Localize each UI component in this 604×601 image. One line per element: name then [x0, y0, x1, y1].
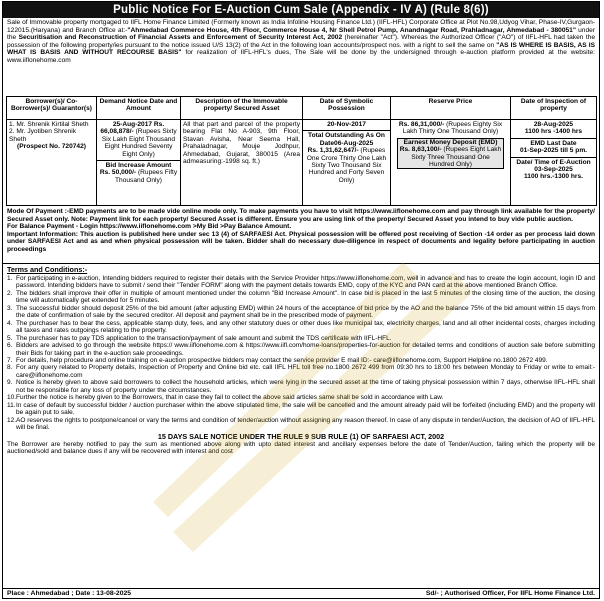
term-text: The purchaser has to bear the cess, applicable stamp duty, fees, and any other statutory dues or other dues like municipal tax, electricity charges, land and all other incidental costs, charges including all taxes and rates outgoings relating to the property. [16, 319, 595, 335]
branch-address: "Ahmedabad Commerce House, 4th Floor, Commerce House 4, Nr Shell Petrol Pump, Anandnagar Road, Prahladnagar, Ahmedabad - 380051" [127, 26, 576, 34]
eauction-label: Date/ Time of E-Auction [516, 158, 591, 166]
cell-description: All that part and parcel of the property bearing Flat No A-903, 9th Floor, Stavan Avisha, Near Seema Hall, Prahaladnagar, Mouje Jodhpur, Ahmedabad, Gujarat, 380015 (Area admeasuring:-1998 sq. ft.) [181, 120, 303, 206]
list-item [7, 394, 595, 401]
term-text: For participating in e-auction, Intending bidders required to register their details with the Service Provider https://www.iiflonehome.com, well in advance and has to create the login account, login ID and password. Intending bidders have to submit / send their "Tender FORM" along with the payment details towards EMD, copy of the KYC and PAN card at the above mentioned Branch Office. [16, 275, 595, 290]
emd-last-date: 01-Sep-2025 till 5 pm. [519, 147, 588, 155]
term-text: For details, help procedure and online training on e-auction prospective bidders may contact the service provider E mail ID:- care@iiflonehome.com, Support Helpline no.1800 2672 499. [16, 356, 548, 364]
list-item [7, 379, 595, 394]
intro-text-1: Sale of Immovable property mortgaged to IIFL Home Finance Limited (Formerly known as India Infoline Housing Finance Ltd.) (IIFL-HFL) Corporate Office at Plot No.98,Udyog Vihar, Phase-IV,Gurgaon-122015.(Haryana) and Branch Office at:- [7, 19, 595, 34]
term-number: 10. [7, 394, 17, 402]
term-number: 1. [7, 275, 13, 282]
possession-date: 20-Nov-2017 [327, 121, 366, 128]
list-item [7, 342, 595, 357]
payment-mode-section [3, 206, 599, 264]
term-number: 2. [7, 289, 13, 297]
demand-amount: 25-Aug-2017 Rs. 66,08,878/- [100, 121, 165, 136]
term-text: Notice is hereby given to above said borrowers to collect the household articles, which were lying in the secured asset at the time of taking physical possession within 7 days, otherwise IIFL-HFL shall not be responsible for any loss of property under the circumstances. [16, 379, 595, 394]
header-possession: Date of Symbolic Possession [303, 97, 391, 120]
reserve-amount: Rs. 86,31,000/- [398, 121, 445, 128]
list-item [7, 335, 595, 342]
bid-increase-amount: Rs. 50,000/- [99, 169, 137, 177]
term-text: For any query related to Property details, Inspection of Property and Online bid etc. call IIFL HFL toll free no.1800 2672 499 from 09:30 hrs to 18:00 hrs between Monday to Friday or write to email:- care@iiflonehome.com [16, 364, 595, 379]
list-item [7, 417, 595, 432]
list-item [7, 305, 595, 320]
borrower-names: 1. Mr. Shrenik Kirtilal Sheth 2. Mr. Jyotiben Shrenik Sheth [9, 121, 89, 143]
header-reserve-price: Reserve Price [391, 97, 511, 120]
list-item [7, 364, 595, 379]
intro-text-3: (hereinafter "Act"). Whereas the Authorized Officer ("AO") of IIFL-HFL had taken the possession of the following property/ies pursuant to the notice issued U/S 13(2) of the Act in the following loan accounts/prospect nos. with a right to sell the same on [7, 34, 595, 49]
term-text: Bidders are advised to go through the website https:// www.iiflonehome.com & https://www.iifl.com/home-loans/properties-for-auction for detailed terms and conditions of auction sale before submitting their Bids for taking part in the e-auction sale proceedings. [16, 342, 595, 357]
cell-borrowers [7, 120, 97, 206]
signatory: Sd/- ; Authorised Officer, For IIFL Home Finance Ltd. [425, 590, 595, 597]
cell-inspection [511, 120, 597, 206]
emd-label: Earnest Money Deposit (EMD) [403, 138, 498, 146]
prospect-number: (Prospect No. 720742) [17, 143, 86, 151]
notice-title: Public Notice For E-Auction Cum Sale (Appendix - IV A) (Rule 8(6)) [3, 2, 599, 18]
term-text: The successful bidder should deposit 25% of the bid amount (after adjusting EMD) within 24 hours of the acceptance of bid price by the AO and the balance 75% of the bid amount within 15 days from the date of confirmation of sale by the secured creditor. All deposit and payment shall be in the prescribed mode of payment. [16, 304, 595, 320]
term-number: 7. [7, 356, 13, 364]
notice-page [2, 1, 600, 599]
list-item [7, 290, 595, 305]
term-number: 12. [7, 416, 17, 424]
emd-last-date-label: EMD Last Date [530, 139, 577, 147]
terms-title: Terms and Conditions:- [7, 265, 88, 274]
term-number: 9. [7, 379, 13, 387]
payment-mode-text: Mode Of Payment :-EMD payments are to be made vide online mode only. To make payments you have to visit https://www.iiflonehome.com and pay through link available for the property/ Secured Asset only. Note: Payment link for each property/ Secured Asset is different. Ensure you are using link of the property/ Secured Asset you intend to buy vide public auction. [7, 208, 595, 223]
term-number: 4. [7, 319, 13, 327]
term-number: 8. [7, 364, 13, 372]
list-item [7, 402, 595, 417]
sale-notice-title: 15 DAYS SALE NOTICE UNDER THE RULE 9 SUB RULE (1) OF SARFAESI ACT, 2002 [157, 431, 445, 441]
bid-increase-label: Bid Increase Amount [105, 162, 172, 170]
important-info-text: Important Information: This auction is published here under sec 13 (4) of SARFAESI Act. Physical possession will be offered post receiving of Section -14 order as per process laid down under SARFAESI Act and as and when physical possession will be taken. Bidder shall do necessary due-diligence in respect of documents and legality before participating in auction proceedings [7, 230, 595, 253]
bid-increase-words: (Rupees Fifty Thousand Only) [115, 169, 178, 184]
balance-payment-text: For Balance Payment - Login https://www.iiflonehome.com >My Bid >Pay Balance Amount. [7, 223, 292, 231]
auction-table [6, 96, 597, 206]
intro-text-2: under the [7, 26, 596, 42]
intro-text-4: for realization of IIFL-HFL's dues, The Sale will be done by the undersigned through e-auction platform provided at the website: www.iiflonehome.com [7, 49, 595, 64]
term-number: 5. [7, 334, 13, 342]
inspection-time: 1100 hrs -1400 hrs [524, 128, 583, 136]
demand-words: (Rupees Sixty Six Lakh Eight Thousand Eight Hundred Seventy Eight Only) [101, 128, 177, 158]
term-text: AO reserves the rights to postpone/cancel or vary the terms and condition of tender/auction without assigning any reason thereof. In case of any dispute in tender/Auction, the decision of AO of IIFL-HFL will be final. [16, 416, 595, 432]
intro-paragraph [3, 18, 599, 96]
header-inspection: Date of Inspection of property [511, 97, 597, 120]
sale-notice-body: The Borrower are hereby notified to pay the sum as mentioned above along with upto dated interest and ancillary expenses before the date of Tender/Auction, failing which the property will be auctioned/sold and balance dues if any will be recovered with interest and cost [7, 440, 595, 455]
term-text: The purchaser has to pay TDS application to the transaction/payment of sale amount and submit the TDS certificate with IIFL-HFL. [16, 334, 392, 342]
emd-words: (Rupees Eight Lakh Sixty Three Thousand One Hundred Only) [411, 146, 502, 169]
terms-list [3, 275, 599, 432]
list-item [7, 357, 595, 364]
term-text: The bidders shall improve their offer in multiple of amount mentioned under the column "Bid Increase Amount". In case bid is placed in the last 5 minutes of the closing time of the auction, the closing time will automatically get extended for 5 minutes. [16, 289, 595, 305]
act-name: Securitisation and Reconstruction of Financial Assets and Enforcement of Security Interest Act, 2002 [18, 34, 343, 42]
outstanding-amount: Rs. 1,31,62,647/- [307, 147, 359, 155]
term-text: Further the notice is hereby given to the Borrowers, that in case they fail to collect the above said articles same shall be sold in accordance with Law. [16, 394, 444, 402]
cell-possession [303, 120, 391, 206]
header-borrowers: Borrower(s)/ Co-Borrower(s)/ Guarantor(s) [7, 97, 97, 120]
list-item [7, 320, 595, 335]
as-is-basis: "AS IS WHERE IS BASIS, AS IS WHAT IS BASIS AND WITHOUT RECOURSE BASIS" [7, 41, 595, 57]
inspection-date: 28-Aug-2025 [533, 121, 574, 128]
outstanding-words: (Rupees One Crore Thirty One Lakh Sixty Two Thousand Six Hundred and Forty Seven Only) [306, 147, 387, 184]
cell-demand-notice [97, 120, 181, 206]
eauction-time: 1100 hrs.-1300 hrs. [523, 173, 584, 181]
eauction-date: 03-Sep-2025 [534, 166, 573, 174]
reserve-words: (Rupees Eighty Six Lakh Thirty One Thousand Only) [402, 121, 503, 136]
outstanding-label: Total Outstanding As On Date06-Aug-2025 [308, 132, 385, 147]
term-number: 11. [7, 401, 16, 409]
place-date: Place : Ahmedabad ; Date : 13-08-2025 [7, 590, 132, 597]
term-number: 6. [7, 342, 13, 350]
table-row [7, 120, 597, 206]
emd-amount: Rs. 8,63,100/- [399, 146, 442, 154]
emd-box [397, 138, 504, 170]
cell-reserve-price [391, 120, 511, 206]
header-demand-notice: Demand Notice Date and Amount [97, 97, 181, 120]
header-description: Description of the Immovable property/ Secured Asset [181, 97, 303, 120]
table-header-row [7, 97, 597, 120]
term-number: 3. [7, 304, 13, 312]
term-text: In case of default by successful bidder / auction purchaser within the above stipulated time, the sale will be cancelled and the amount already paid will be forfeited (including EMD) and the property will be again put to sale. [16, 401, 595, 417]
footer [3, 588, 599, 598]
list-item [7, 275, 595, 290]
